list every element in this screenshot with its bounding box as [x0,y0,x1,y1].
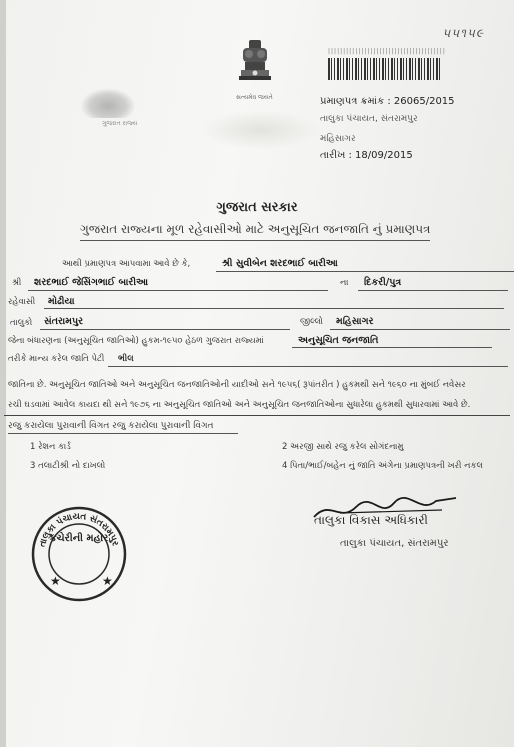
office-name: તાલુકા પંચાયત, સંતરામપુર [320,114,418,124]
line6-rule [108,366,508,367]
document-subheading: ગુજરાત રાજ્યના મૂળ રહેવાસીઓ માટે અનુસૂચિત જનજાતિ નું પ્રમાણપત્ર [80,222,431,236]
seal-star-icon: ★ [102,574,113,588]
paper-stain [200,110,320,150]
line4-rule-b [330,329,510,330]
residence-value: મોઢીયા [48,296,75,307]
emblem-motto: સત્યમેવ જયતે [236,94,273,101]
certificate-number: પ્રમાણપત્ર ક્રમાંક : 26065/2015 [320,96,455,107]
parent-name: શરદભાઈ જેસિંગભાઈ બારીઆ [34,277,149,288]
serial-number: ૫૫૧૫૯ [442,26,484,40]
national-emblem-icon [235,38,275,92]
order-label: જેના બંધારણના (અનુસૂચિત જાતિઓ) હુકમ-૧૯૫૦ હેઠળ ગુજરાત રાજ્યમાં [8,336,264,346]
taluka-value: સંતરામપુર [44,316,84,327]
line2-prefix: શ્રી [12,278,22,288]
document-heading: ગુજરાત સરકાર [216,200,298,215]
signatory-title: તાલુકા વિકાસ અધિકારી [314,513,428,527]
paragraph-line-2: રચી ઘડવામાં આવેલ કાયદા થી સને ૧૯૭૬ ના અનુસૂચિત જાતિઓ અને અનુસૂચિત જનજાતિઓના સુધારેલા હુકમથી સુધારવામાં આવે છે. [8,400,471,410]
section-divider [4,415,510,416]
district-value: મહિસાગર [336,316,374,327]
taluka-label: તાલુકો [10,318,33,328]
documents-heading-underline [8,433,238,434]
line2-rule [28,290,328,291]
line1-rule [216,271,514,272]
document-item: 1 રેશન કાર્ડ [30,442,71,452]
line2-mid: ના [340,278,349,288]
subheading-underline [80,240,430,241]
caste-label: તરીકે માન્ય કરેલ જાતિ પેટી [8,354,105,364]
residence-label: રહેવાસી [8,297,36,307]
document-item: 4 પિતા/ભાઈ/બહેન નું જાતિ અંગેના પ્રમાણપત્રની ખરી નકલ [282,461,483,471]
stamp-smudge-label: ગુજરાત રાજ્ય [102,120,138,127]
document-item: 2 અરજી સાથે રજુ કરેલ સોગંદનામુ [282,442,404,452]
issue-date: તારીખ : 18/09/2015 [320,150,413,161]
caste-value: ભીલ [118,354,134,364]
line4-rule [40,329,290,330]
holder-name: શ્રી સુવીબેન શરદભાઈ બારીઆ [222,258,338,269]
district-name: મહિસાગર [320,134,356,144]
line1-prefix: આથી પ્રમાણપત્ર આપવામા આવે છે કે, [62,259,191,269]
stamp-smudge [80,88,136,118]
documents-heading: રજુ કરાયેલા પુરાવાની વિગત રજુ કરાયેલા પુરાવાની વિગત [8,421,214,431]
office-seal [30,505,128,603]
seal-ring-text: તાલુકા પંચાયત સંતરામપુર [37,511,120,549]
line5-rule [292,347,492,348]
signatory-office: તાલુકા પંચાયત, સંતરામપુર [340,538,449,549]
seal-star-icon: ★ [50,574,61,588]
relation: દિકરી/પુત્ર [364,277,402,288]
category-value: અનુસૂચિત જનજાતિ [298,335,379,346]
line2-rule-b [358,290,508,291]
barcode [328,58,440,80]
district-label: જીલ્લો [300,317,324,327]
paragraph-line-1: જાતિના છે. અનુસૂચિત જાતિઓ અને અનુસૂચિત જનજાતિઓની યાદીઓ સને ૧૯૫૬( રૂપાંતરીત ) હુકમથી સને ૧૯૬૦ ના મુંબઈ નવેસર [8,380,466,390]
document-item: 3 તલાટીશ્રી નો દાખલો [30,461,106,471]
line3-rule [44,308,504,309]
seal-center-text: કચેરીની મહોર [49,533,109,544]
page-edge [0,0,6,747]
barcode-digits: ||||||||||||||||||||||||||||||||||||||| [328,48,446,55]
